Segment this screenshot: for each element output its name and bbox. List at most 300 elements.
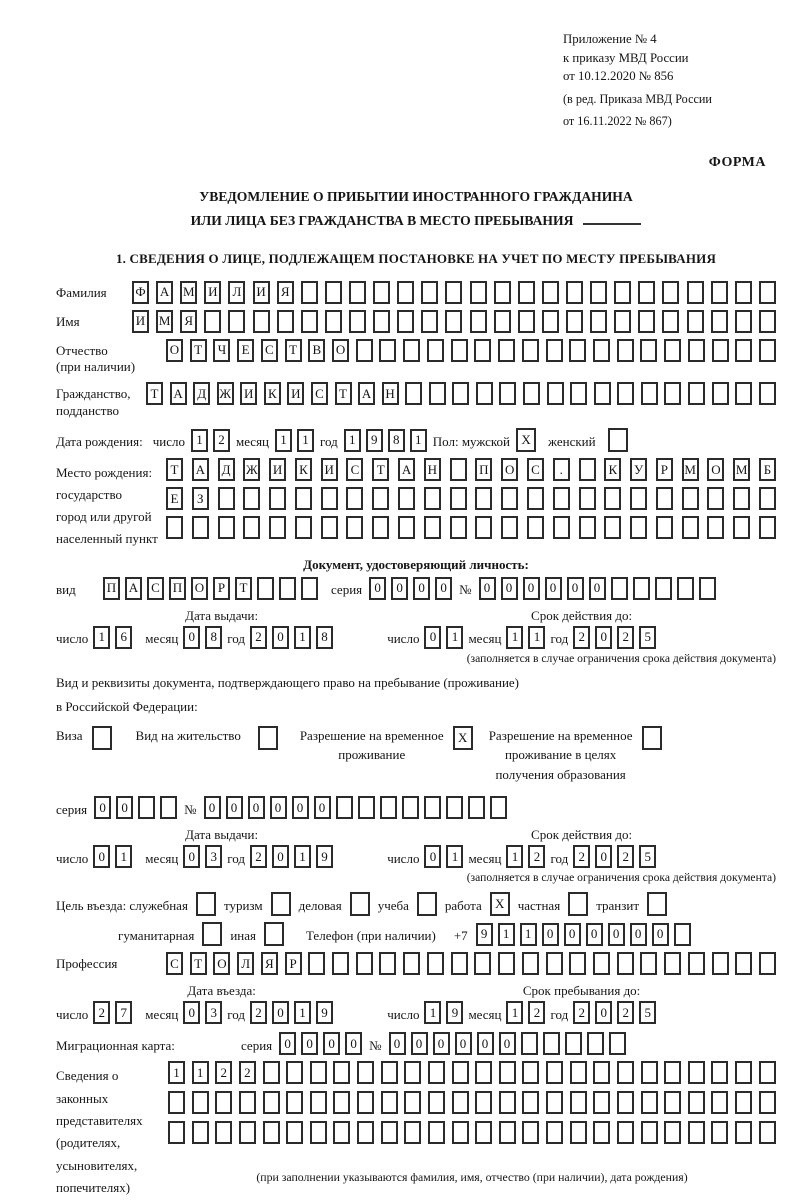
char-cell[interactable] <box>546 952 563 975</box>
char-cell[interactable] <box>527 487 544 510</box>
char-cell[interactable]: 0 <box>545 577 562 600</box>
char-cell[interactable] <box>295 516 312 539</box>
char-cell[interactable] <box>662 310 679 333</box>
char-cell[interactable] <box>570 382 587 405</box>
char-cell[interactable] <box>279 577 296 600</box>
char-cell[interactable] <box>633 577 650 600</box>
char-cell[interactable]: О <box>191 577 208 600</box>
char-cell[interactable]: 2 <box>215 1061 232 1084</box>
char-cell[interactable] <box>542 310 559 333</box>
purpose-transit-checkbox[interactable] <box>647 892 667 916</box>
char-cell[interactable] <box>269 487 286 510</box>
char-cell[interactable] <box>490 796 507 819</box>
char-cell[interactable]: Я <box>180 310 197 333</box>
char-cell[interactable]: 1 <box>192 1061 209 1084</box>
char-cell[interactable]: 0 <box>424 626 441 649</box>
char-cell[interactable] <box>475 1121 492 1144</box>
char-cell[interactable] <box>614 281 631 304</box>
char-cell[interactable] <box>349 281 366 304</box>
char-cell[interactable]: 0 <box>586 923 603 946</box>
char-cell[interactable] <box>518 310 535 333</box>
sex-male-checkbox[interactable]: X <box>516 428 536 452</box>
char-cell[interactable]: 0 <box>567 577 584 600</box>
char-cell[interactable] <box>451 339 468 362</box>
char-cell[interactable] <box>404 1121 421 1144</box>
char-cell[interactable]: Н <box>382 382 399 405</box>
char-cell[interactable] <box>215 1091 232 1114</box>
char-cell[interactable] <box>192 1091 209 1114</box>
char-cell[interactable]: 0 <box>272 626 289 649</box>
char-cell[interactable] <box>325 281 342 304</box>
char-cell[interactable] <box>336 796 353 819</box>
char-cell[interactable] <box>346 516 363 539</box>
char-cell[interactable]: М <box>682 458 699 481</box>
char-cell[interactable] <box>630 516 647 539</box>
char-cell[interactable] <box>308 952 325 975</box>
char-cell[interactable] <box>656 516 673 539</box>
char-cell[interactable] <box>664 952 681 975</box>
char-cell[interactable]: П <box>103 577 120 600</box>
temp-permit-checkbox[interactable]: X <box>453 726 473 750</box>
char-cell[interactable] <box>759 1121 776 1144</box>
char-cell[interactable] <box>759 339 776 362</box>
char-cell[interactable] <box>522 1121 539 1144</box>
char-cell[interactable] <box>373 310 390 333</box>
char-cell[interactable] <box>593 1121 610 1144</box>
char-cell[interactable]: 0 <box>523 577 540 600</box>
char-cell[interactable] <box>546 1121 563 1144</box>
char-cell[interactable]: 0 <box>94 796 111 819</box>
char-cell[interactable] <box>640 952 657 975</box>
char-cell[interactable] <box>192 516 209 539</box>
char-cell[interactable] <box>405 382 422 405</box>
char-cell[interactable] <box>711 1121 728 1144</box>
char-cell[interactable] <box>553 516 570 539</box>
char-cell[interactable] <box>641 1061 658 1084</box>
char-cell[interactable] <box>160 796 177 819</box>
char-cell[interactable] <box>138 796 155 819</box>
char-cell[interactable]: М <box>180 281 197 304</box>
char-cell[interactable] <box>688 1061 705 1084</box>
char-cell[interactable]: 0 <box>226 796 243 819</box>
char-cell[interactable] <box>403 952 420 975</box>
char-cell[interactable]: Т <box>372 458 389 481</box>
char-cell[interactable] <box>735 952 752 975</box>
char-cell[interactable]: 1 <box>528 626 545 649</box>
purpose-study-checkbox[interactable] <box>417 892 437 916</box>
char-cell[interactable]: 8 <box>205 626 222 649</box>
char-cell[interactable]: 0 <box>595 626 612 649</box>
char-cell[interactable] <box>404 1091 421 1114</box>
char-cell[interactable]: А <box>192 458 209 481</box>
char-cell[interactable] <box>590 310 607 333</box>
char-cell[interactable]: 6 <box>115 626 132 649</box>
char-cell[interactable] <box>474 339 491 362</box>
char-cell[interactable] <box>707 516 724 539</box>
char-cell[interactable] <box>295 487 312 510</box>
char-cell[interactable] <box>404 1061 421 1084</box>
char-cell[interactable]: О <box>213 952 230 975</box>
sex-female-checkbox[interactable] <box>608 428 628 452</box>
char-cell[interactable] <box>735 310 752 333</box>
char-cell[interactable] <box>257 577 274 600</box>
char-cell[interactable] <box>687 310 704 333</box>
char-cell[interactable]: 1 <box>344 429 361 452</box>
char-cell[interactable]: Д <box>193 382 210 405</box>
char-cell[interactable] <box>333 1091 350 1114</box>
char-cell[interactable] <box>664 339 681 362</box>
char-cell[interactable] <box>470 310 487 333</box>
purpose-business-checkbox[interactable] <box>350 892 370 916</box>
char-cell[interactable]: 0 <box>413 577 430 600</box>
char-cell[interactable]: 1 <box>498 923 515 946</box>
char-cell[interactable] <box>381 1121 398 1144</box>
char-cell[interactable] <box>397 281 414 304</box>
char-cell[interactable]: 0 <box>608 923 625 946</box>
char-cell[interactable] <box>569 952 586 975</box>
purpose-official-checkbox[interactable] <box>196 892 216 916</box>
char-cell[interactable]: 9 <box>316 1001 333 1024</box>
char-cell[interactable] <box>243 487 260 510</box>
char-cell[interactable] <box>321 487 338 510</box>
char-cell[interactable]: И <box>132 310 149 333</box>
char-cell[interactable] <box>579 516 596 539</box>
char-cell[interactable]: 2 <box>573 1001 590 1024</box>
char-cell[interactable]: А <box>125 577 142 600</box>
char-cell[interactable]: И <box>240 382 257 405</box>
char-cell[interactable] <box>546 339 563 362</box>
char-cell[interactable]: 2 <box>528 845 545 868</box>
char-cell[interactable] <box>218 487 235 510</box>
char-cell[interactable] <box>542 281 559 304</box>
char-cell[interactable] <box>630 487 647 510</box>
char-cell[interactable]: А <box>170 382 187 405</box>
purpose-private-checkbox[interactable] <box>568 892 588 916</box>
char-cell[interactable] <box>522 1091 539 1114</box>
char-cell[interactable] <box>688 1121 705 1144</box>
char-cell[interactable] <box>476 382 493 405</box>
char-cell[interactable] <box>638 310 655 333</box>
char-cell[interactable] <box>579 487 596 510</box>
char-cell[interactable]: 0 <box>116 796 133 819</box>
char-cell[interactable]: 0 <box>301 1032 318 1055</box>
char-cell[interactable] <box>450 487 467 510</box>
char-cell[interactable] <box>228 310 245 333</box>
char-cell[interactable]: 1 <box>294 845 311 868</box>
char-cell[interactable] <box>218 516 235 539</box>
char-cell[interactable] <box>263 1091 280 1114</box>
char-cell[interactable]: 2 <box>617 845 634 868</box>
char-cell[interactable] <box>687 281 704 304</box>
char-cell[interactable] <box>310 1121 327 1144</box>
char-cell[interactable] <box>168 1091 185 1114</box>
char-cell[interactable]: Р <box>285 952 302 975</box>
char-cell[interactable]: 0 <box>204 796 221 819</box>
char-cell[interactable]: И <box>253 281 270 304</box>
char-cell[interactable] <box>475 1091 492 1114</box>
char-cell[interactable]: 0 <box>435 577 452 600</box>
char-cell[interactable] <box>333 1061 350 1084</box>
char-cell[interactable] <box>428 1061 445 1084</box>
char-cell[interactable]: 8 <box>388 429 405 452</box>
char-cell[interactable]: 0 <box>270 796 287 819</box>
char-cell[interactable] <box>446 796 463 819</box>
char-cell[interactable] <box>664 1091 681 1114</box>
char-cell[interactable]: 1 <box>446 845 463 868</box>
char-cell[interactable]: 0 <box>477 1032 494 1055</box>
char-cell[interactable] <box>310 1061 327 1084</box>
char-cell[interactable] <box>733 516 750 539</box>
char-cell[interactable] <box>452 382 469 405</box>
char-cell[interactable] <box>421 310 438 333</box>
char-cell[interactable] <box>712 382 729 405</box>
char-cell[interactable] <box>566 281 583 304</box>
char-cell[interactable]: 0 <box>499 1032 516 1055</box>
char-cell[interactable]: А <box>398 458 415 481</box>
char-cell[interactable]: 1 <box>297 429 314 452</box>
char-cell[interactable]: В <box>308 339 325 362</box>
char-cell[interactable]: 0 <box>455 1032 472 1055</box>
char-cell[interactable]: 9 <box>446 1001 463 1024</box>
char-cell[interactable]: 0 <box>93 845 110 868</box>
char-cell[interactable] <box>239 1091 256 1114</box>
char-cell[interactable]: С <box>166 952 183 975</box>
char-cell[interactable] <box>499 382 516 405</box>
char-cell[interactable] <box>372 487 389 510</box>
char-cell[interactable] <box>468 796 485 819</box>
char-cell[interactable] <box>593 1061 610 1084</box>
char-cell[interactable] <box>321 516 338 539</box>
char-cell[interactable] <box>682 487 699 510</box>
purpose-tourism-checkbox[interactable] <box>271 892 291 916</box>
char-cell[interactable]: Я <box>261 952 278 975</box>
char-cell[interactable] <box>662 281 679 304</box>
char-cell[interactable] <box>638 281 655 304</box>
char-cell[interactable] <box>664 382 681 405</box>
char-cell[interactable] <box>357 1091 374 1114</box>
char-cell[interactable]: 0 <box>272 845 289 868</box>
char-cell[interactable] <box>682 516 699 539</box>
char-cell[interactable]: 1 <box>294 626 311 649</box>
char-cell[interactable]: 0 <box>314 796 331 819</box>
char-cell[interactable]: У <box>630 458 647 481</box>
char-cell[interactable] <box>735 339 752 362</box>
char-cell[interactable]: Л <box>228 281 245 304</box>
char-cell[interactable] <box>688 339 705 362</box>
char-cell[interactable] <box>380 796 397 819</box>
char-cell[interactable]: 1 <box>446 626 463 649</box>
char-cell[interactable]: 2 <box>573 626 590 649</box>
char-cell[interactable]: И <box>321 458 338 481</box>
char-cell[interactable]: Т <box>335 382 352 405</box>
char-cell[interactable] <box>427 952 444 975</box>
char-cell[interactable] <box>428 1121 445 1144</box>
char-cell[interactable]: 2 <box>617 626 634 649</box>
char-cell[interactable]: 0 <box>501 577 518 600</box>
char-cell[interactable]: Е <box>237 339 254 362</box>
char-cell[interactable] <box>501 516 518 539</box>
char-cell[interactable]: 2 <box>528 1001 545 1024</box>
char-cell[interactable] <box>379 339 396 362</box>
char-cell[interactable] <box>735 1091 752 1114</box>
char-cell[interactable] <box>499 1061 516 1084</box>
char-cell[interactable] <box>735 281 752 304</box>
char-cell[interactable]: К <box>264 382 281 405</box>
char-cell[interactable]: И <box>269 458 286 481</box>
char-cell[interactable]: А <box>156 281 173 304</box>
char-cell[interactable] <box>614 310 631 333</box>
char-cell[interactable]: 9 <box>366 429 383 452</box>
char-cell[interactable] <box>475 516 492 539</box>
char-cell[interactable] <box>604 487 621 510</box>
char-cell[interactable] <box>688 382 705 405</box>
char-cell[interactable] <box>325 310 342 333</box>
char-cell[interactable] <box>735 1121 752 1144</box>
char-cell[interactable] <box>617 1121 634 1144</box>
char-cell[interactable] <box>641 1091 658 1114</box>
char-cell[interactable]: Т <box>146 382 163 405</box>
char-cell[interactable] <box>547 382 564 405</box>
char-cell[interactable] <box>711 310 728 333</box>
char-cell[interactable]: 1 <box>191 429 208 452</box>
char-cell[interactable] <box>428 1091 445 1114</box>
char-cell[interactable] <box>277 310 294 333</box>
visa-checkbox[interactable] <box>92 726 112 750</box>
char-cell[interactable] <box>470 281 487 304</box>
char-cell[interactable]: 1 <box>506 1001 523 1024</box>
char-cell[interactable] <box>543 1032 560 1055</box>
char-cell[interactable]: О <box>707 458 724 481</box>
char-cell[interactable]: 1 <box>115 845 132 868</box>
char-cell[interactable] <box>522 952 539 975</box>
char-cell[interactable] <box>566 310 583 333</box>
char-cell[interactable]: Т <box>190 952 207 975</box>
char-cell[interactable] <box>381 1091 398 1114</box>
char-cell[interactable] <box>570 1061 587 1084</box>
char-cell[interactable] <box>403 339 420 362</box>
char-cell[interactable]: 0 <box>652 923 669 946</box>
char-cell[interactable] <box>421 281 438 304</box>
char-cell[interactable] <box>759 952 776 975</box>
char-cell[interactable]: Ж <box>217 382 234 405</box>
char-cell[interactable] <box>356 339 373 362</box>
char-cell[interactable] <box>712 952 729 975</box>
char-cell[interactable]: 0 <box>345 1032 362 1055</box>
char-cell[interactable] <box>590 281 607 304</box>
char-cell[interactable] <box>263 1121 280 1144</box>
char-cell[interactable] <box>192 1121 209 1144</box>
char-cell[interactable] <box>674 923 691 946</box>
char-cell[interactable]: П <box>475 458 492 481</box>
char-cell[interactable] <box>523 382 540 405</box>
char-cell[interactable]: 1 <box>168 1061 185 1084</box>
char-cell[interactable]: 0 <box>479 577 496 600</box>
char-cell[interactable]: Т <box>166 458 183 481</box>
char-cell[interactable] <box>570 1121 587 1144</box>
char-cell[interactable] <box>594 382 611 405</box>
char-cell[interactable] <box>617 952 634 975</box>
char-cell[interactable] <box>688 1091 705 1114</box>
char-cell[interactable] <box>759 310 776 333</box>
char-cell[interactable] <box>604 516 621 539</box>
char-cell[interactable] <box>168 1121 185 1144</box>
char-cell[interactable]: 5 <box>639 1001 656 1024</box>
char-cell[interactable] <box>569 339 586 362</box>
char-cell[interactable] <box>499 1121 516 1144</box>
char-cell[interactable] <box>445 310 462 333</box>
char-cell[interactable] <box>587 1032 604 1055</box>
char-cell[interactable]: 0 <box>183 845 200 868</box>
char-cell[interactable] <box>656 487 673 510</box>
char-cell[interactable]: 0 <box>589 577 606 600</box>
char-cell[interactable] <box>565 1032 582 1055</box>
char-cell[interactable] <box>429 382 446 405</box>
char-cell[interactable]: З <box>192 487 209 510</box>
char-cell[interactable]: 1 <box>506 626 523 649</box>
char-cell[interactable]: С <box>261 339 278 362</box>
char-cell[interactable]: А <box>358 382 375 405</box>
char-cell[interactable] <box>398 487 415 510</box>
char-cell[interactable] <box>655 577 672 600</box>
char-cell[interactable] <box>358 796 375 819</box>
char-cell[interactable] <box>553 487 570 510</box>
char-cell[interactable]: 0 <box>248 796 265 819</box>
char-cell[interactable] <box>640 339 657 362</box>
char-cell[interactable] <box>699 577 716 600</box>
char-cell[interactable] <box>712 339 729 362</box>
char-cell[interactable] <box>617 339 634 362</box>
char-cell[interactable]: 1 <box>275 429 292 452</box>
char-cell[interactable]: О <box>501 458 518 481</box>
char-cell[interactable] <box>579 458 596 481</box>
char-cell[interactable]: Н <box>424 458 441 481</box>
char-cell[interactable] <box>593 339 610 362</box>
char-cell[interactable]: Е <box>166 487 183 510</box>
char-cell[interactable] <box>522 339 539 362</box>
char-cell[interactable] <box>450 458 467 481</box>
char-cell[interactable] <box>310 1091 327 1114</box>
char-cell[interactable] <box>494 310 511 333</box>
char-cell[interactable] <box>332 952 349 975</box>
char-cell[interactable]: М <box>733 458 750 481</box>
char-cell[interactable] <box>424 516 441 539</box>
char-cell[interactable]: 2 <box>573 845 590 868</box>
char-cell[interactable]: 0 <box>391 577 408 600</box>
char-cell[interactable]: 2 <box>250 845 267 868</box>
char-cell[interactable] <box>451 952 468 975</box>
char-cell[interactable] <box>759 1061 776 1084</box>
char-cell[interactable] <box>664 1061 681 1084</box>
edu-permit-checkbox[interactable] <box>642 726 662 750</box>
char-cell[interactable]: И <box>287 382 304 405</box>
char-cell[interactable]: 0 <box>542 923 559 946</box>
char-cell[interactable]: 1 <box>520 923 537 946</box>
char-cell[interactable]: 3 <box>205 845 222 868</box>
char-cell[interactable]: 2 <box>250 1001 267 1024</box>
char-cell[interactable] <box>494 281 511 304</box>
char-cell[interactable]: Я <box>277 281 294 304</box>
char-cell[interactable] <box>641 382 658 405</box>
char-cell[interactable]: 3 <box>205 1001 222 1024</box>
char-cell[interactable] <box>498 952 515 975</box>
char-cell[interactable] <box>593 952 610 975</box>
char-cell[interactable] <box>269 516 286 539</box>
char-cell[interactable]: 5 <box>639 845 656 868</box>
char-cell[interactable] <box>664 1121 681 1144</box>
char-cell[interactable]: 9 <box>316 845 333 868</box>
char-cell[interactable] <box>711 1091 728 1114</box>
char-cell[interactable] <box>372 516 389 539</box>
